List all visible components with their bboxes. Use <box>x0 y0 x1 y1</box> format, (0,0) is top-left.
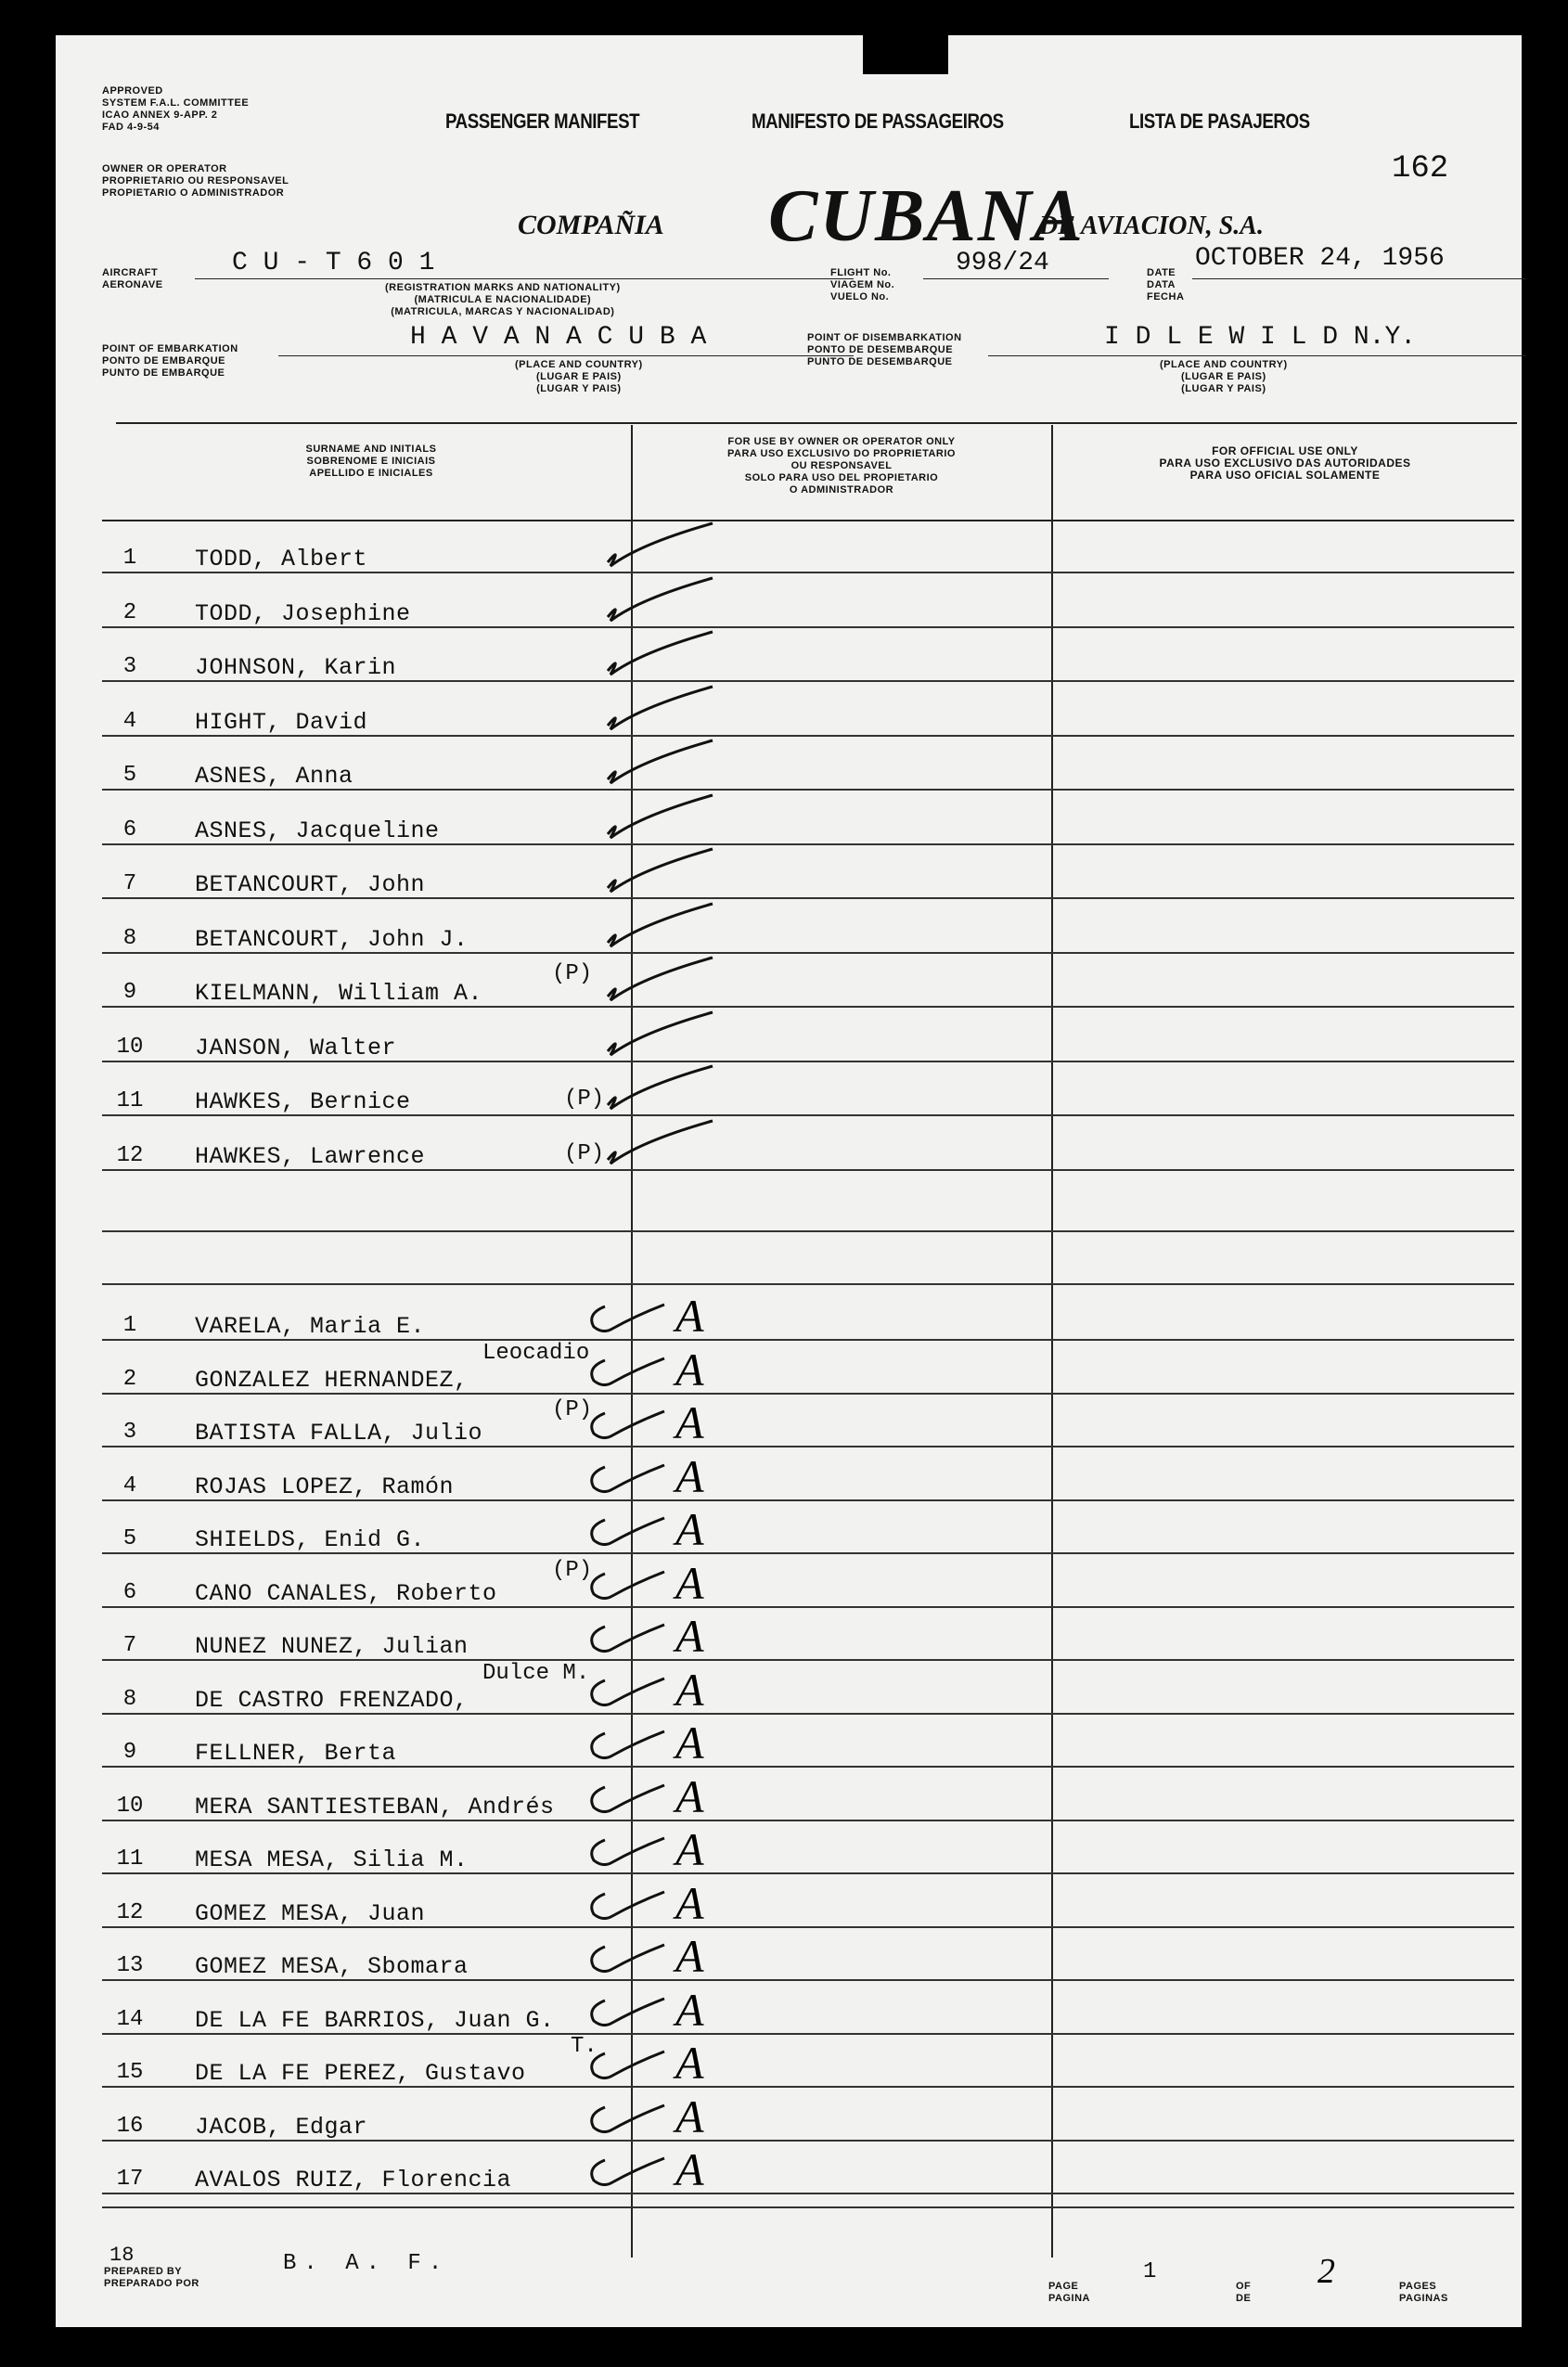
disembark-label-en: POINT OF DISEMBARKATION <box>807 332 962 343</box>
check-mark-icon <box>603 843 724 899</box>
approval-a-mark: A <box>675 1664 704 1716</box>
column-header-operator <box>633 436 1050 496</box>
passenger-number: 4 <box>122 709 137 734</box>
of-label-en: OF <box>1236 2281 1252 2292</box>
column-header-name <box>111 444 631 480</box>
column-header-operator-line: O ADMINISTRADOR <box>789 484 894 495</box>
flight-label <box>830 267 894 303</box>
check-mark-icon <box>585 1778 668 1824</box>
approval-a-mark: A <box>675 1823 704 1875</box>
passenger-name: AVALOS RUIZ, Florencia <box>195 2167 512 2193</box>
column-header-official <box>1053 445 1517 482</box>
column-header-name-es: APELLIDO E INICIALES <box>309 468 433 479</box>
passenger-number: 8 <box>122 926 137 951</box>
check-mark-icon <box>585 1617 668 1664</box>
page-stamp-number: 162 <box>1392 151 1449 187</box>
passenger-name: HAWKES, Bernice <box>195 1088 411 1115</box>
passenger-number: 17 <box>116 2167 144 2192</box>
approval-a-mark: A <box>675 1344 704 1396</box>
passport-note: (P) <box>552 1558 593 1583</box>
passenger-number: 12 <box>116 1900 144 1925</box>
passenger-name: MESA MESA, Silia M. <box>195 1846 469 1873</box>
pages-label <box>1399 2281 1448 2305</box>
passenger-name: GOMEZ MESA, Sbomara <box>195 1953 469 1980</box>
passenger-number: 10 <box>116 1794 144 1819</box>
approval-a-mark: A <box>675 2143 704 2195</box>
passenger-name: DE LA FE BARRIOS, Juan G. <box>195 2007 555 2034</box>
date-label-en: DATE <box>1147 267 1176 278</box>
approval-line: SYSTEM F.A.L. COMMITTEE <box>102 97 250 109</box>
prepared-by-label <box>104 2266 199 2290</box>
aircraft-label <box>102 267 163 291</box>
owner-label-pt: PROPRIETARIO OU RESPONSAVEL <box>102 175 289 187</box>
column-header-name-en: SURNAME AND INITIALS <box>305 444 437 455</box>
flight-label-en: FLIGHT No. <box>830 267 892 278</box>
passenger-name: FELLNER, Berta <box>195 1740 397 1767</box>
passenger-number: 13 <box>116 1953 144 1978</box>
passenger-name: DE LA FE PEREZ, Gustavo <box>195 2060 526 2087</box>
prepared-by-value: B. A. F. <box>283 2251 450 2276</box>
column-header-operator-line: OU RESPONSAVEL <box>790 460 893 471</box>
embark-value: H A V A N A C U B A <box>410 323 707 352</box>
title-en: PASSENGER MANIFEST <box>445 109 640 133</box>
row-line <box>102 1230 1514 1232</box>
passenger-name: DE CASTRO FRENZADO, <box>195 1687 469 1714</box>
flight-date: OCTOBER 24, 1956 <box>1195 244 1445 273</box>
check-mark-icon <box>603 898 724 954</box>
passenger-number: 5 <box>122 1526 137 1551</box>
check-mark-icon <box>585 1885 668 1931</box>
page-value: 1 <box>1143 2259 1157 2284</box>
passenger-number: 2 <box>122 1367 137 1392</box>
column-header-official-en: FOR OFFICIAL USE ONLY <box>1212 444 1358 457</box>
embark-label-en: POINT OF EMBARKATION <box>102 343 238 354</box>
approval-a-mark: A <box>675 2090 704 2142</box>
passport-note: (P) <box>552 961 593 986</box>
passenger-number: 1 <box>122 1313 137 1338</box>
approval-line: ICAO ANNEX 9-APP. 2 <box>102 109 218 121</box>
passenger-name: VARELA, Maria E. <box>195 1313 426 1340</box>
embark-label-pt: PONTO DE EMBARQUE <box>102 355 225 367</box>
airline-suffix: DE AVIACION, S.A. <box>1039 212 1264 240</box>
check-mark-icon <box>585 1297 668 1344</box>
name-continuation: Leocadio <box>482 1341 590 1366</box>
passenger-name: BETANCOURT, John J. <box>195 926 469 953</box>
disembark-value: I D L E W I L D N.Y. <box>1104 323 1417 352</box>
check-mark-icon <box>603 1007 724 1062</box>
check-mark-icon <box>585 1564 668 1611</box>
owner-label <box>102 163 289 199</box>
approval-line: FAD 4-9-54 <box>102 122 160 133</box>
check-mark-icon <box>585 1724 668 1770</box>
check-mark-icon <box>603 952 724 1008</box>
approval-a-mark: A <box>675 1503 704 1555</box>
check-mark-icon <box>603 735 724 791</box>
embark-sub-es: (LUGAR Y PAIS) <box>536 383 622 394</box>
column-header-name-pt: SOBRENOME E INICIAIS <box>306 456 436 467</box>
passport-note: (P) <box>564 1087 605 1112</box>
aircraft-value: C U - T 6 0 1 <box>232 249 435 277</box>
pages-label-en: PAGES <box>1399 2281 1437 2292</box>
check-mark-icon <box>585 1831 668 1877</box>
check-mark-icon <box>585 1937 668 1984</box>
date-label-es: FECHA <box>1147 291 1185 302</box>
passenger-name: TODD, Josephine <box>195 600 411 627</box>
passenger-name: ROJAS LOPEZ, Ramón <box>195 1473 455 1500</box>
approval-a-mark: A <box>675 1930 704 1982</box>
check-mark-icon <box>585 1458 668 1504</box>
approval-a-mark: A <box>675 1984 704 2036</box>
owner-label-es: PROPIETARIO O ADMINISTRADOR <box>102 187 285 199</box>
passenger-name: GONZALEZ HERNANDEZ, <box>195 1367 469 1394</box>
passenger-name: GOMEZ MESA, Juan <box>195 1900 426 1927</box>
passenger-number: 7 <box>122 871 137 896</box>
check-mark-icon <box>603 518 724 573</box>
approval-block <box>102 85 249 134</box>
check-mark-icon <box>585 1511 668 1557</box>
page-label <box>1048 2281 1090 2305</box>
aircraft-sublabel <box>385 282 621 318</box>
check-mark-icon <box>585 1991 668 2038</box>
approval-a-mark: A <box>675 1450 704 1502</box>
passenger-name: ASNES, Jacqueline <box>195 817 440 844</box>
disembark-sub-pt: (LUGAR E PAIS) <box>1180 371 1266 382</box>
check-mark-icon <box>585 2098 668 2144</box>
of-label <box>1236 2281 1251 2305</box>
approval-a-mark: A <box>675 1396 704 1448</box>
passenger-number: 14 <box>116 2007 144 2032</box>
passenger-number: 6 <box>122 817 137 843</box>
check-mark-icon <box>585 1404 668 1450</box>
column-header-official-pt: PARA USO EXCLUSIVO DAS AUTORIDADES <box>1159 457 1411 470</box>
passenger-number: 6 <box>122 1580 137 1605</box>
passenger-number: 3 <box>122 654 137 679</box>
check-mark-icon <box>585 2044 668 2090</box>
disembark-label-pt: PONTO DE DESEMBARQUE <box>807 344 954 355</box>
aircraft-label-en: AIRCRAFT <box>102 267 159 278</box>
passenger-number: 15 <box>116 2060 144 2085</box>
disembark-sublabel <box>1160 359 1288 395</box>
page-label-en: PAGE <box>1048 2281 1079 2292</box>
passenger-name: CANO CANALES, Roberto <box>195 1580 497 1607</box>
owner-label-en: OWNER OR OPERATOR <box>102 163 227 174</box>
passenger-name: BETANCOURT, John <box>195 871 426 898</box>
aircraft-sub-es: (MATRICULA, MARCAS Y NACIONALIDAD) <box>391 306 615 317</box>
airline-prefix: COMPAÑIA <box>518 210 664 240</box>
title-pt: MANIFESTO DE PASSAGEIROS <box>752 109 1004 133</box>
prepared-by-label-es: PREPARADO POR <box>104 2278 199 2289</box>
check-mark-icon <box>603 1115 724 1171</box>
flight-label-pt: VIAGEM No. <box>830 279 895 290</box>
approval-a-mark: A <box>675 1770 704 1822</box>
column-header-official-es: PARA USO OFICIAL SOLAMENTE <box>1189 469 1381 482</box>
aircraft-label-pt: AERONAVE <box>102 279 163 290</box>
passenger-number: 1 <box>122 546 137 571</box>
column-header-operator-line: SOLO PARA USO DEL PROPIETARIO <box>744 472 939 483</box>
passenger-name: TODD, Albert <box>195 546 368 572</box>
check-mark-icon <box>603 626 724 682</box>
date-label-pt: DATA <box>1147 279 1176 290</box>
passport-note: (P) <box>564 1141 605 1166</box>
approval-a-mark: A <box>675 1610 704 1662</box>
manifest-page <box>56 35 1522 2327</box>
disembark-label <box>807 332 962 368</box>
passenger-number: 9 <box>122 980 137 1005</box>
passenger-number: 11 <box>116 1088 144 1113</box>
airline-name: CUBANA <box>768 175 1085 257</box>
embark-label-es: PUNTO DE EMBARQUE <box>102 367 225 379</box>
passenger-name: ASNES, Anna <box>195 763 353 790</box>
passenger-number: 12 <box>116 1143 144 1168</box>
passenger-number: 2 <box>122 600 137 625</box>
column-header-operator-line: PARA USO EXCLUSIVO DO PROPRIETARIO <box>727 448 956 459</box>
disembark-label-es: PUNTO DE DESEMBARQUE <box>807 356 953 367</box>
check-mark-icon <box>603 1061 724 1116</box>
name-continuation: T. <box>571 2034 598 2059</box>
row-line <box>102 1283 1514 1285</box>
passenger-number: 4 <box>122 1473 137 1499</box>
passenger-name: BATISTA FALLA, Julio <box>195 1420 483 1447</box>
passenger-number: 7 <box>122 1633 137 1658</box>
passenger-number: 8 <box>122 1687 137 1712</box>
of-label-es: DE <box>1236 2293 1252 2304</box>
passenger-number: 3 <box>122 1420 137 1445</box>
approval-a-mark: A <box>675 1290 704 1342</box>
disembark-sub-en: (PLACE AND COUNTRY) <box>1160 359 1288 370</box>
check-mark-icon <box>585 1671 668 1717</box>
approval-a-mark: A <box>675 1877 704 1929</box>
passenger-name: JANSON, Walter <box>195 1035 397 1061</box>
disembark-sub-es: (LUGAR Y PAIS) <box>1181 383 1266 394</box>
passenger-name: NUNEZ NUNEZ, Julian <box>195 1633 469 1660</box>
check-mark-icon <box>603 681 724 737</box>
embark-sub-en: (PLACE AND COUNTRY) <box>515 359 643 370</box>
passenger-number: 9 <box>122 1740 137 1765</box>
approval-line: APPROVED <box>102 85 163 96</box>
binder-tab <box>863 35 948 74</box>
aircraft-sub-pt: (MATRICULA E NACIONALIDADE) <box>414 294 592 305</box>
approval-a-mark: A <box>675 1717 704 1769</box>
flight-label-es: VUELO No. <box>830 291 890 302</box>
page-label-es: PAGINA <box>1048 2293 1090 2304</box>
check-mark-icon <box>603 790 724 845</box>
passenger-name: KIELMANN, William A. <box>195 980 483 1007</box>
embark-sublabel <box>515 359 643 395</box>
passenger-number: 16 <box>116 2114 144 2139</box>
title-es: LISTA DE PASAJEROS <box>1129 109 1310 133</box>
flight-number: 998/24 <box>956 249 1049 277</box>
approval-a-mark: A <box>675 1557 704 1609</box>
passenger-number: 10 <box>116 1035 144 1060</box>
name-continuation: Dulce M. <box>482 1661 590 1686</box>
passenger-name: HIGHT, David <box>195 709 368 736</box>
check-mark-icon <box>585 2151 668 2197</box>
embark-label <box>102 343 238 379</box>
passenger-number: 5 <box>122 763 137 788</box>
approval-a-mark: A <box>675 2037 704 2089</box>
row-18-number: 18 <box>109 2244 135 2267</box>
embark-sub-pt: (LUGAR E PAIS) <box>535 371 622 382</box>
check-mark-icon <box>585 1351 668 1397</box>
check-mark-icon <box>603 572 724 628</box>
column-header-operator-line: FOR USE BY OWNER OR OPERATOR ONLY <box>727 436 956 447</box>
passenger-name: HAWKES, Lawrence <box>195 1143 426 1170</box>
passenger-name: MERA SANTIESTEBAN, Andrés <box>195 1794 555 1820</box>
date-label <box>1147 267 1184 303</box>
passenger-name: JACOB, Edgar <box>195 2114 368 2141</box>
prepared-by-label-en: PREPARED BY <box>104 2266 183 2277</box>
passenger-name: JOHNSON, Karin <box>195 654 397 681</box>
passenger-number: 11 <box>116 1846 144 1872</box>
passenger-name: SHIELDS, Enid G. <box>195 1526 426 1553</box>
total-pages-value: 2 <box>1317 2252 1335 2291</box>
aircraft-sub-en: (REGISTRATION MARKS AND NATIONALITY) <box>385 282 621 293</box>
row-line <box>102 2206 1514 2208</box>
pages-label-es: PAGINAS <box>1399 2293 1448 2304</box>
passport-note: (P) <box>552 1397 593 1422</box>
